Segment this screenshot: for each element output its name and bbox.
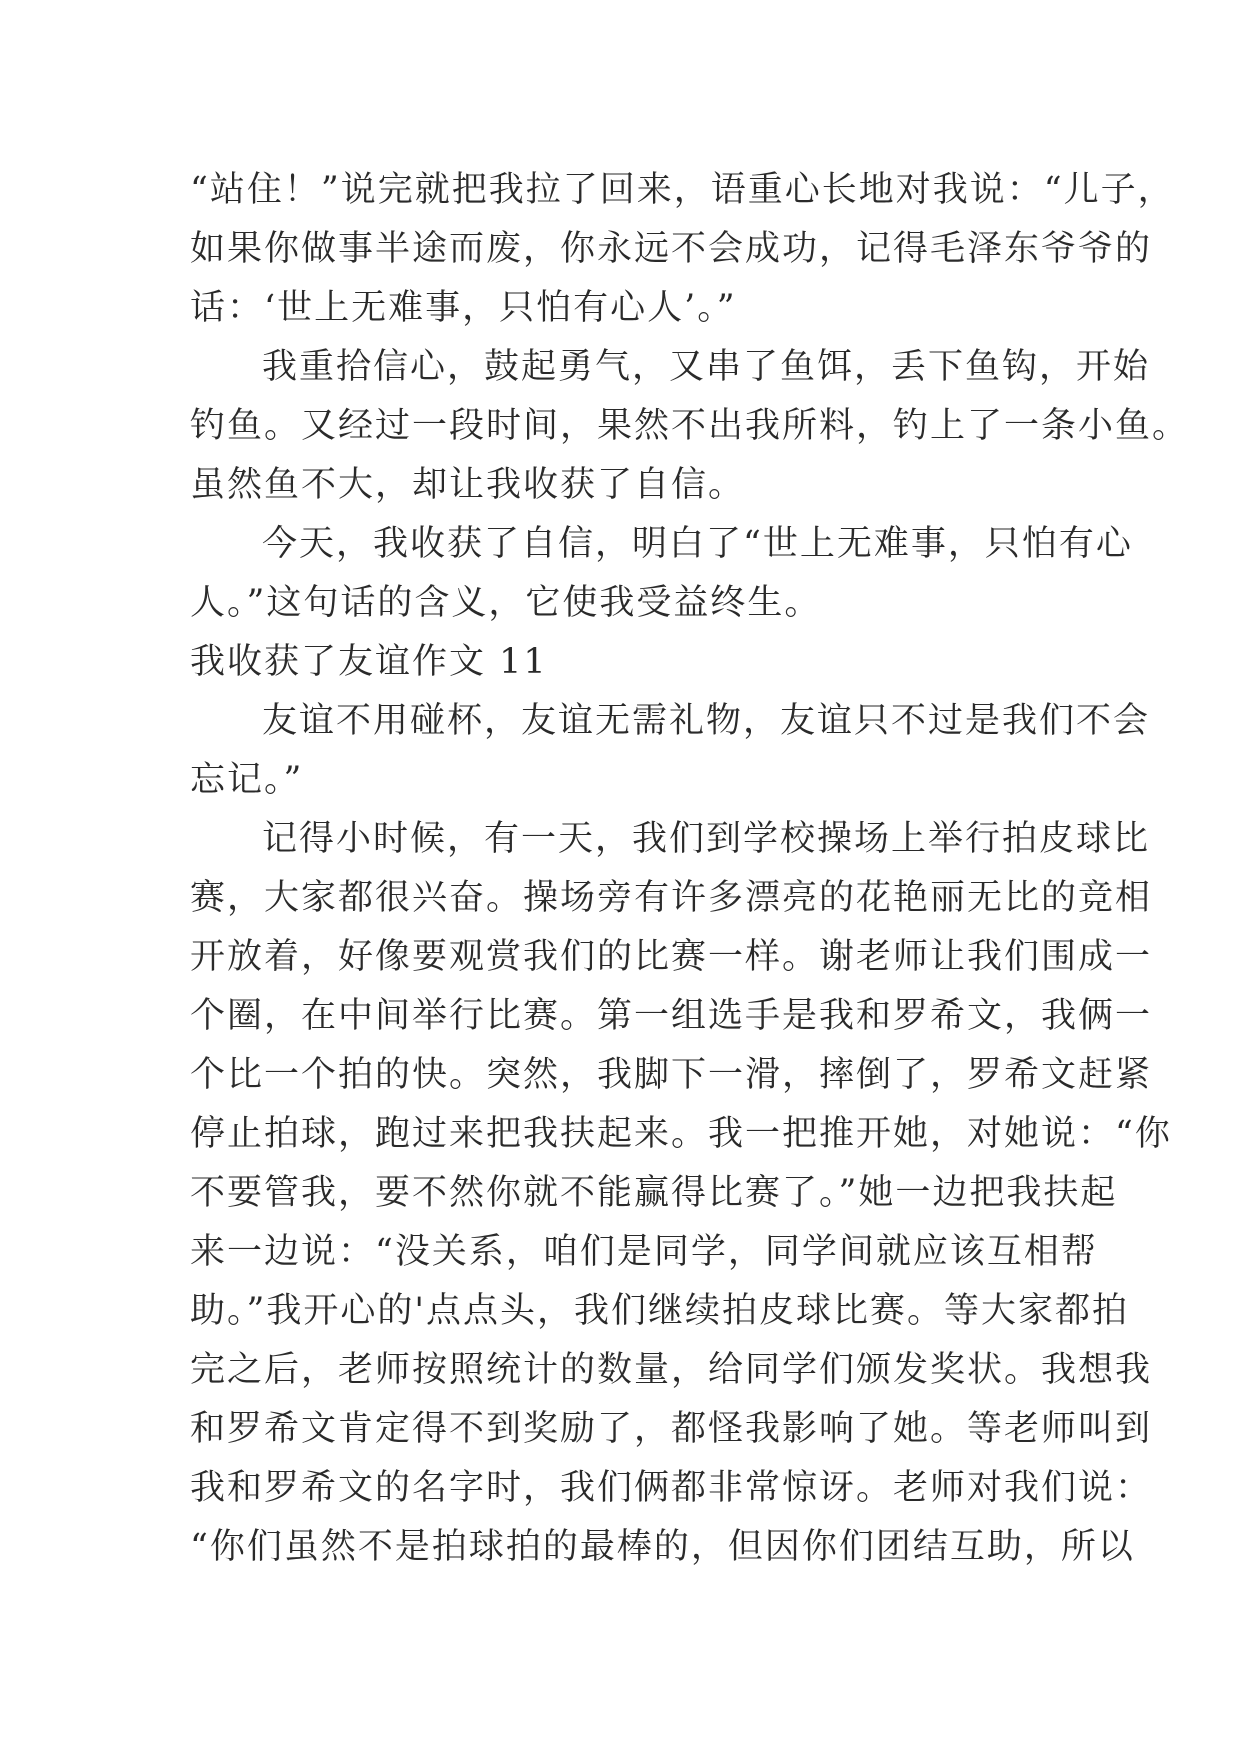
document-body — [190, 161, 1190, 1577]
text-line: 完之后，老师按照统计的数量，给同学们颁发奖状。我想我 — [190, 1350, 1153, 1390]
text-line: 钓鱼。又经过一段时间，果然不出我所料，钓上了一条小鱼。 — [190, 406, 1190, 446]
text-line: 来一边说：“没关系，咱们是同学，同学间就应该互相帮 — [190, 1232, 1098, 1272]
text-line: 不要管我，要不然你就不能赢得比赛了。”她一边把我扶起 — [190, 1173, 1118, 1213]
text-line: 我和罗希文的名字时，我们俩都非常惊讶。老师对我们说： — [190, 1468, 1153, 1508]
paragraph-start-line: 记得小时候，有一天，我们到学校操场上举行拍皮球比 — [262, 819, 1151, 859]
section-heading: 我收获了友谊作文 11 — [190, 642, 548, 682]
text-line: 和罗希文肯定得不到奖励了，都怪我影响了她。等老师叫到 — [190, 1409, 1153, 1449]
text-line: 助。”我开心的'点点头，我们继续拍皮球比赛。等大家都拍 — [190, 1291, 1130, 1331]
text-line: 虽然鱼不大，却让我收获了自信。 — [190, 465, 746, 505]
paragraph-start-line: 我重拾信心，鼓起勇气，又串了鱼饵，丢下鱼钩，开始 — [262, 347, 1151, 387]
text-line: 停止拍球，跑过来把我扶起来。我一把推开她，对她说：“你 — [190, 1114, 1172, 1154]
text-line: 话：‘世上无难事，只怕有心人’。” — [190, 288, 737, 328]
text-line: “你们虽然不是拍球拍的最棒的，但因你们团结互助，所以 — [190, 1527, 1135, 1567]
paragraph-start-line: 友谊不用碰杯，友谊无需礼物，友谊只不过是我们不会 — [262, 701, 1151, 741]
text-line: 赛，大家都很兴奋。操场旁有许多漂亮的花艳丽无比的竞相 — [190, 878, 1153, 918]
paragraph-start-line: 今天，我收获了自信，明白了“世上无难事，只怕有心 — [262, 524, 1133, 564]
text-line: “站住！”说完就把我拉了回来，语重心长地对我说：“儿子， — [190, 170, 1175, 210]
text-line: 如果你做事半途而废，你永远不会成功，记得毛泽东爷爷的 — [190, 229, 1153, 269]
text-line: 个圈，在中间举行比赛。第一组选手是我和罗希文，我俩一 — [190, 996, 1153, 1036]
text-line: 人。”这句话的含义，它使我受益终生。 — [190, 583, 822, 623]
text-line: 个比一个拍的快。突然，我脚下一滑，摔倒了，罗希文赶紧 — [190, 1055, 1153, 1095]
text-line: 忘记。” — [190, 760, 304, 800]
text-line: 开放着，好像要观赏我们的比赛一样。谢老师让我们围成一 — [190, 937, 1153, 977]
